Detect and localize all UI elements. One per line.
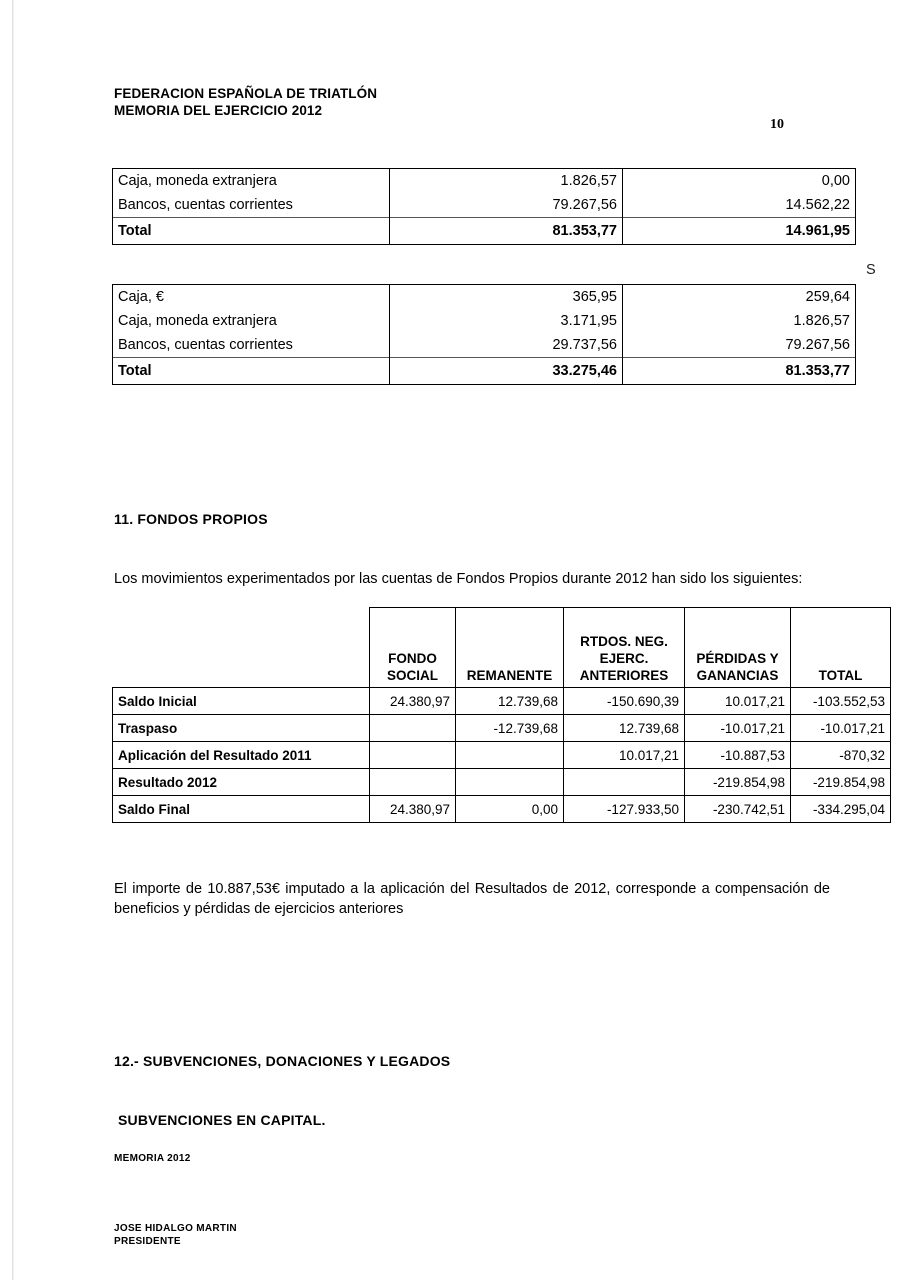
cell-total: -10.017,21 xyxy=(791,715,891,742)
total-label: Total xyxy=(113,218,390,245)
cell-perdidas-ganancias: -10.887,53 xyxy=(685,742,791,769)
header-subtitle: MEMORIA DEL EJERCICIO 2012 xyxy=(114,103,323,118)
cell-remanente: 0,00 xyxy=(456,796,564,823)
row-value-a: 29.737,56 xyxy=(390,333,623,358)
fondos-propios-note-paragraph: El importe de 10.887,53€ imputado a la aplicación del Resultados de 2012, corresponde a compensación de beneficios y pérdidas de ejercicios anteriores xyxy=(114,881,830,917)
table-row xyxy=(113,333,856,358)
cell-perdidas-ganancias: 10.017,21 xyxy=(685,688,791,715)
cell-rtdos-neg: 10.017,21 xyxy=(564,742,685,769)
total-value-a: 33.275,46 xyxy=(390,358,623,385)
table-efectivo-actual xyxy=(112,284,856,385)
subsection-heading-subvenciones-capital: SUBVENCIONES EN CAPITAL. xyxy=(118,1112,326,1128)
cell-remanente xyxy=(456,769,564,796)
section-heading-fondos-propios: 11. FONDOS PROPIOS xyxy=(114,511,268,527)
row-label: Caja, moneda extranjera xyxy=(113,309,390,333)
row-label: Bancos, cuentas corrientes xyxy=(113,193,390,218)
table-row xyxy=(113,796,891,823)
row-label: Saldo Inicial xyxy=(113,688,370,715)
cell-remanente: -12.739,68 xyxy=(456,715,564,742)
row-value-a: 79.267,56 xyxy=(390,193,623,218)
table-row xyxy=(113,742,891,769)
row-label: Bancos, cuentas corrientes xyxy=(113,333,390,358)
cell-total: -219.854,98 xyxy=(791,769,891,796)
column-header-fondo-social xyxy=(370,608,456,688)
page-number: 10 xyxy=(770,117,784,132)
row-label: Aplicación del Resultado 2011 xyxy=(113,742,370,769)
row-value-a: 1.826,57 xyxy=(390,169,623,194)
fondos-propios-intro-paragraph: Los movimientos experimentados por las cuentas de Fondos Propios durante 2012 han sido los siguientes: xyxy=(114,571,803,587)
table-total-row xyxy=(113,218,856,245)
cell-remanente xyxy=(456,742,564,769)
scan-artifact-line-secondary xyxy=(13,0,14,1280)
signer-name: JOSE HIDALGO MARTIN xyxy=(114,1223,237,1234)
table-row xyxy=(113,285,856,310)
row-label: Caja, € xyxy=(113,285,390,310)
header-line: RTDOS. NEG. xyxy=(580,634,668,649)
header-line: ANTERIORES xyxy=(579,668,669,683)
cell-total: -870,32 xyxy=(791,742,891,769)
cell-total: -103.552,53 xyxy=(791,688,891,715)
row-label: Saldo Final xyxy=(113,796,370,823)
column-header-remanente xyxy=(456,608,564,688)
cell-fondo-social: 24.380,97 xyxy=(370,688,456,715)
signature-block xyxy=(114,1222,237,1248)
total-value-b: 14.961,95 xyxy=(623,218,856,245)
cell-rtdos-neg: -127.933,50 xyxy=(564,796,685,823)
signer-title: PRESIDENTE xyxy=(114,1236,181,1247)
margin-clipped-text: S xyxy=(866,262,876,278)
row-value-b: 79.267,56 xyxy=(623,333,856,358)
column-header-total xyxy=(791,608,891,688)
row-value-b: 0,00 xyxy=(623,169,856,194)
header-line: SOCIAL xyxy=(386,668,438,683)
table-row xyxy=(113,193,856,218)
footer-memoria-label: MEMORIA 2012 xyxy=(114,1153,191,1164)
cell-rtdos-neg: -150.690,39 xyxy=(564,688,685,715)
table-row xyxy=(113,169,856,194)
cell-total: -334.295,04 xyxy=(791,796,891,823)
table-row xyxy=(113,309,856,333)
total-value-a: 81.353,77 xyxy=(390,218,623,245)
cell-fondo-social xyxy=(370,742,456,769)
header-organization: FEDERACION ESPAÑOLA DE TRIATLÓN xyxy=(114,86,378,101)
table-row xyxy=(113,769,891,796)
cell-perdidas-ganancias: -219.854,98 xyxy=(685,769,791,796)
header-line: REMANENTE xyxy=(466,668,553,683)
table-fondos-propios xyxy=(112,607,891,823)
table-corner-cell xyxy=(113,608,370,688)
total-value-b: 81.353,77 xyxy=(623,358,856,385)
total-label: Total xyxy=(113,358,390,385)
table-total-row xyxy=(113,358,856,385)
table-row xyxy=(113,715,891,742)
cell-perdidas-ganancias: -230.742,51 xyxy=(685,796,791,823)
header-line: FONDO xyxy=(388,651,437,666)
row-label: Caja, moneda extranjera xyxy=(113,169,390,194)
table-efectivo-anterior xyxy=(112,168,856,245)
cell-rtdos-neg xyxy=(564,769,685,796)
row-label: Traspaso xyxy=(113,715,370,742)
cell-fondo-social xyxy=(370,769,456,796)
row-value-b: 259,64 xyxy=(623,285,856,310)
row-value-a: 3.171,95 xyxy=(390,309,623,333)
cell-perdidas-ganancias: -10.017,21 xyxy=(685,715,791,742)
table-row xyxy=(113,688,891,715)
row-value-b: 14.562,22 xyxy=(623,193,856,218)
column-header-perdidas-y-ganancias xyxy=(685,608,791,688)
document-header xyxy=(114,85,377,119)
row-label: Resultado 2012 xyxy=(113,769,370,796)
header-line: GANANCIAS xyxy=(696,668,779,683)
row-value-b: 1.826,57 xyxy=(623,309,856,333)
cell-fondo-social xyxy=(370,715,456,742)
cell-remanente: 12.739,68 xyxy=(456,688,564,715)
section-heading-subvenciones: 12.- SUBVENCIONES, DONACIONES Y LEGADOS xyxy=(114,1053,451,1069)
table-header-row xyxy=(113,608,891,688)
cell-rtdos-neg: 12.739,68 xyxy=(564,715,685,742)
column-header-rtdos-neg-ejerc-anteriores xyxy=(564,608,685,688)
cell-fondo-social: 24.380,97 xyxy=(370,796,456,823)
header-line: PÉRDIDAS Y xyxy=(696,651,779,666)
row-value-a: 365,95 xyxy=(390,285,623,310)
header-line: TOTAL xyxy=(818,668,863,683)
header-line: EJERC. xyxy=(599,651,649,666)
